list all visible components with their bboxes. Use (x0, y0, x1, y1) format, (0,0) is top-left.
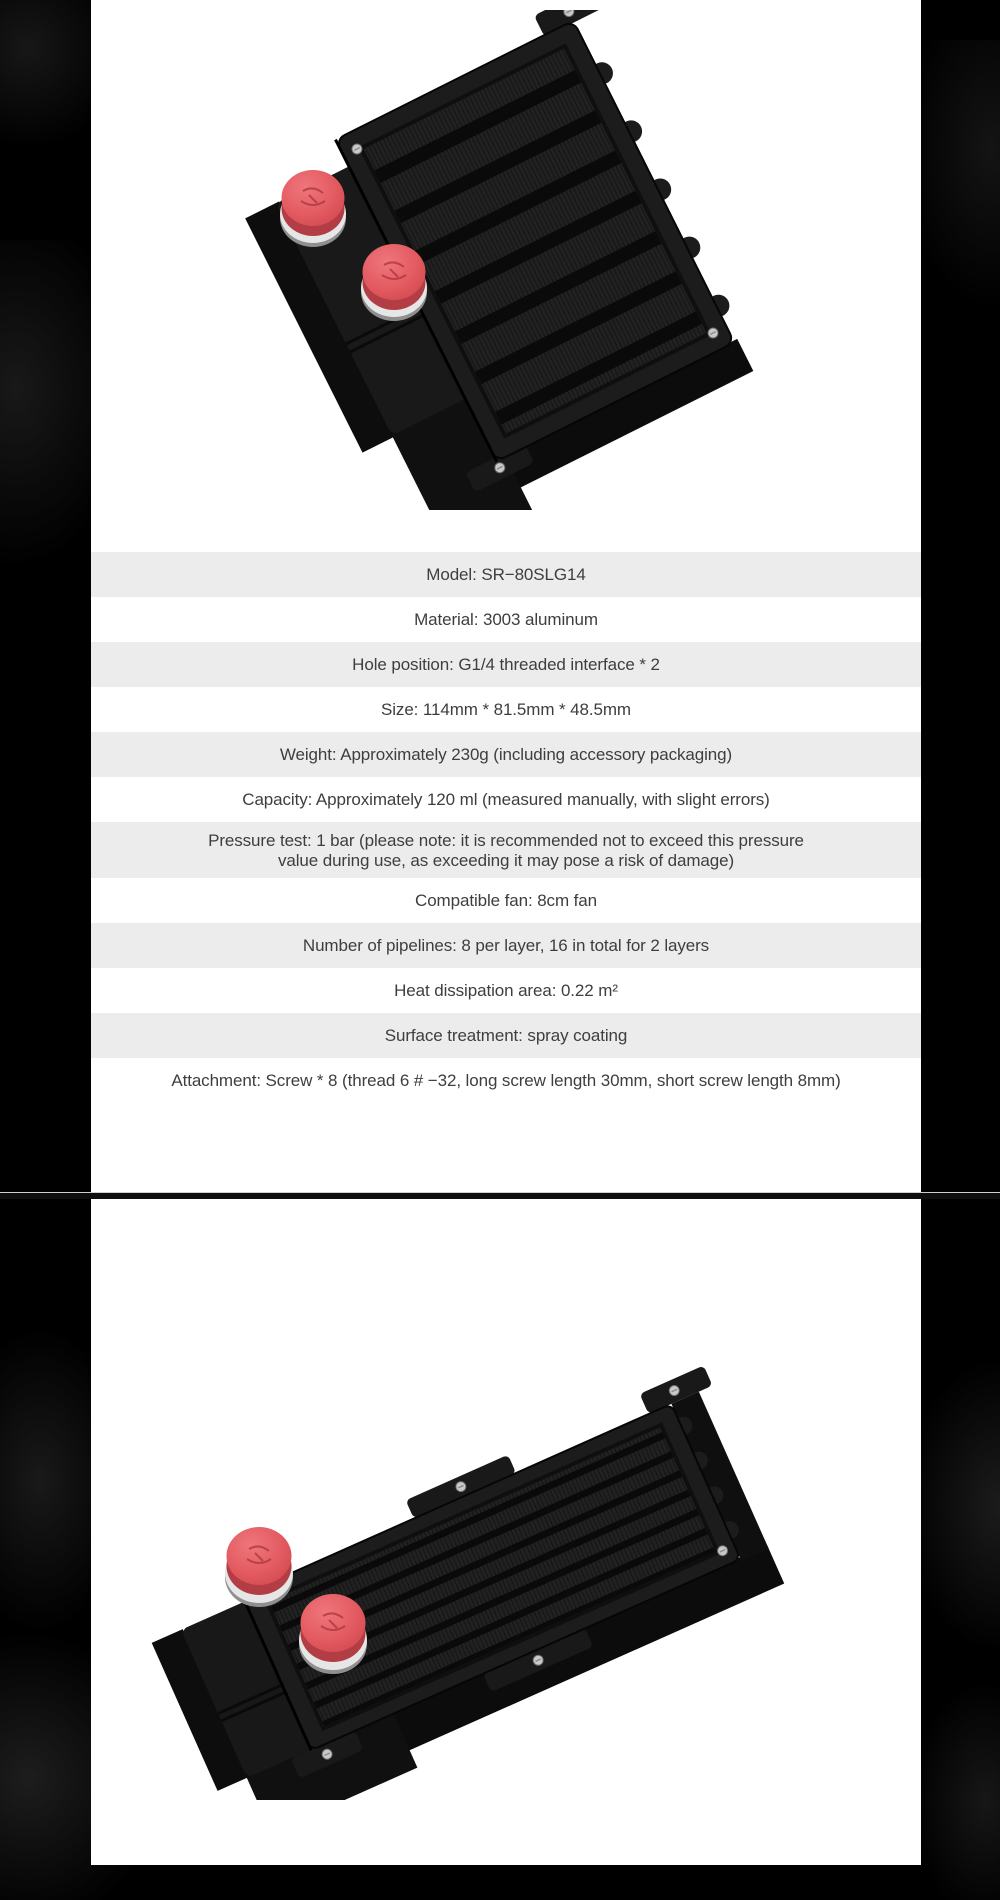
spec-row-hole-position (91, 642, 921, 687)
spec-text: Capacity: Approximately 120 ml (measured manually, with slight errors) (242, 790, 770, 809)
spec-row-weight (91, 732, 921, 777)
spec-row-pipelines (91, 923, 921, 968)
spec-text-line1: Pressure test: 1 bar (please note: it is recommended not to exceed this pressure (208, 831, 804, 850)
spec-row-surface-treatment (91, 1013, 921, 1058)
red-port-cap (280, 170, 346, 247)
red-port-cap (225, 1527, 293, 1607)
spec-table (91, 552, 921, 1103)
spec-row-material (91, 597, 921, 642)
spec-text: Attachment: Screw * 8 (thread 6 # −32, long screw length 30mm, short screw length 8mm) (171, 1071, 841, 1090)
spec-text: Hole position: G1/4 threaded interface * 2 (352, 655, 660, 674)
spec-row-compatible-fan (91, 878, 921, 923)
spec-text: Weight: Approximately 230g (including accessory packaging) (279, 745, 733, 764)
spec-text: Model: SR−80SLG14 (426, 565, 586, 584)
spec-row-size (91, 687, 921, 732)
spec-row-pressure-test (91, 822, 921, 878)
product-image-radiator-80mm (150, 10, 770, 510)
spec-text: Number of pipelines: 8 per layer, 16 in total for 2 layers (302, 936, 710, 955)
product-image-radiator-240mm (130, 1300, 790, 1800)
spec-row-capacity (91, 777, 921, 822)
spec-text: Surface treatment: spray coating (384, 1026, 628, 1045)
spec-row-attachment (91, 1058, 921, 1103)
red-port-cap (361, 244, 427, 321)
spec-row-heat-dissipation (91, 968, 921, 1013)
background-fold (910, 1680, 1000, 1900)
spec-text: Size: 114mm * 81.5mm * 48.5mm (381, 700, 631, 719)
red-port-cap (299, 1594, 367, 1674)
spec-text: Compatible fan: 8cm fan (415, 891, 597, 910)
radiator-body (222, 10, 770, 510)
spec-text: Heat dissipation area: 0.22 m² (394, 981, 618, 1000)
spec-row-model (91, 552, 921, 597)
spec-text-line2: value during use, as exceeding it may pose a risk of damage) (277, 851, 735, 870)
spec-text: Material: 3003 aluminum (414, 610, 598, 629)
section-divider (0, 1192, 1000, 1199)
